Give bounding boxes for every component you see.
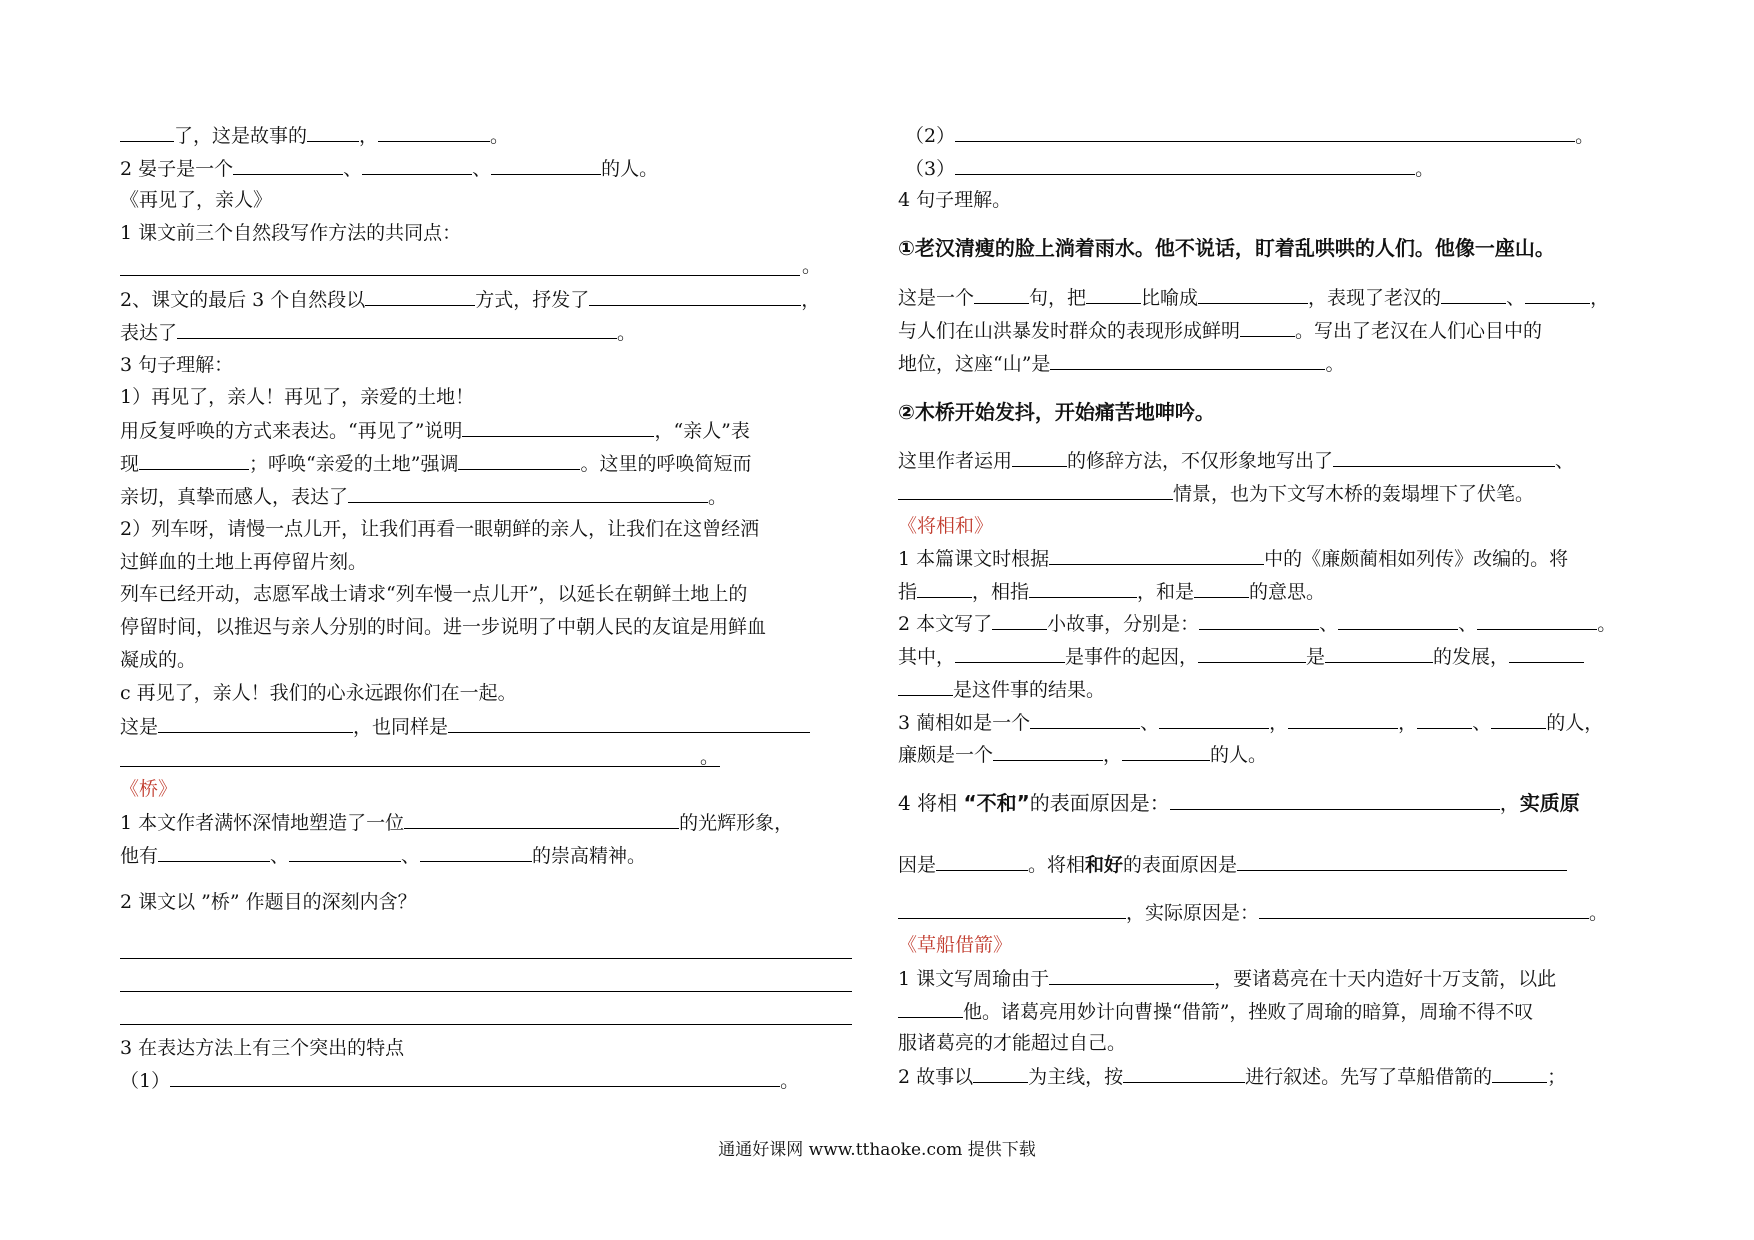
blank[interactable] [1122,742,1210,761]
blank[interactable] [1338,611,1458,630]
blank[interactable] [1159,710,1269,729]
blank[interactable] [1198,285,1308,304]
blank[interactable] [1170,791,1500,810]
blank[interactable] [158,714,353,733]
blank[interactable] [917,579,972,598]
blank[interactable] [1509,644,1584,663]
blank[interactable] [974,285,1029,304]
blank[interactable] [955,644,1065,663]
blank[interactable] [1325,644,1433,663]
blank[interactable] [1086,285,1141,304]
blank[interactable] [1050,351,1325,370]
blank[interactable] [898,999,963,1018]
section-title-jiangxianghe: 《将相和》 [898,515,994,537]
blank[interactable] [139,451,249,470]
blank[interactable] [348,484,708,503]
blank[interactable] [898,677,953,696]
blank[interactable] [458,451,580,470]
blank[interactable] [1525,285,1590,304]
blank[interactable] [955,156,1415,175]
answer-line[interactable] [120,991,852,992]
section-title-zaijian: 《再见了，亲人》 [120,189,273,211]
blank[interactable] [1030,710,1140,729]
blank[interactable] [1491,710,1546,729]
blank[interactable] [1240,318,1295,337]
blank[interactable] [289,843,401,862]
blank[interactable] [448,714,810,733]
footer-credit: 通通好课网 www.tthaoke.com 提供下载 [718,1140,1036,1160]
blank[interactable] [420,843,532,862]
blank[interactable] [1198,644,1306,663]
blank[interactable] [365,287,475,306]
blank[interactable] [362,156,472,175]
blank[interactable] [1237,852,1567,871]
answer-line[interactable] [120,958,852,959]
blank[interactable] [1477,611,1597,630]
blank[interactable] [307,123,359,142]
blank[interactable] [898,481,1173,500]
section-title-caochuanjiejian: 《草船借箭》 [898,934,1013,956]
blank[interactable] [898,900,1126,919]
blank[interactable] [1123,1064,1245,1083]
blank[interactable] [491,156,601,175]
blank[interactable] [233,156,343,175]
line-l1: 了，这是故事的 ， 。 [120,123,509,148]
question: 2、课文的最后 3 个自然段以 方式，抒发了 ， [120,289,821,311]
blank[interactable] [158,843,270,862]
answer-line[interactable] [120,1024,852,1025]
answer-line[interactable] [120,275,800,276]
blank[interactable] [973,1064,1028,1083]
section-title-qiao: 《桥》 [120,778,178,800]
blank[interactable] [1441,285,1506,304]
blank[interactable] [120,123,174,142]
question: 1 课文前三个自然段写作方法的共同点： [120,222,462,244]
blank[interactable] [1049,546,1264,565]
blank[interactable] [1288,710,1398,729]
blank[interactable] [992,611,1047,630]
blank[interactable] [1492,1064,1547,1083]
blank[interactable] [170,1068,780,1087]
blank[interactable] [1029,579,1137,598]
blank[interactable] [1199,611,1319,630]
blank[interactable] [1417,710,1472,729]
blank[interactable] [589,287,801,306]
blank[interactable] [1333,448,1555,467]
blank[interactable] [462,418,654,437]
blank[interactable] [936,852,1028,871]
blank[interactable] [1012,448,1067,467]
answer-line[interactable] [120,766,720,767]
blank[interactable] [1194,579,1249,598]
blank[interactable] [177,320,617,339]
blank[interactable] [1049,966,1214,985]
blank[interactable] [378,123,490,142]
blank[interactable] [404,810,679,829]
line-l2: 2 晏子是一个 、 、 的人。 [120,158,659,180]
blank[interactable] [993,742,1103,761]
blank[interactable] [1259,900,1589,919]
blank[interactable] [955,123,1575,142]
